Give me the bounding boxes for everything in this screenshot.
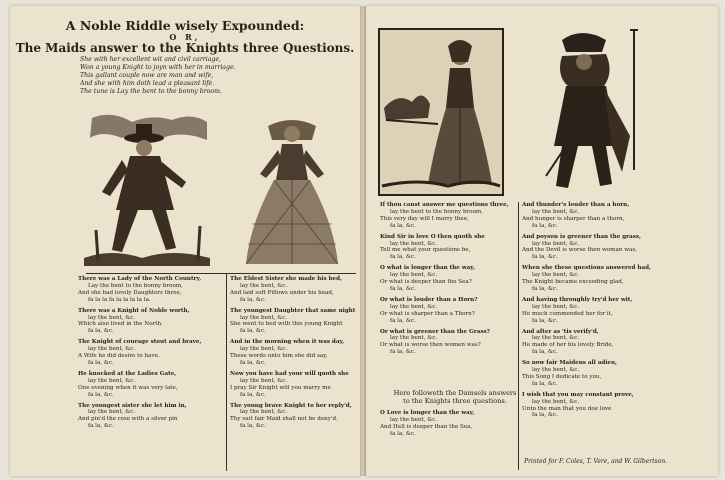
refrain-line: lay the bent, &c.	[240, 409, 288, 416]
lady-woodcut	[232, 114, 352, 270]
title-or: O R,	[169, 32, 201, 42]
refrain-line: lay the bent, &c.	[88, 346, 136, 353]
stanza	[522, 297, 716, 325]
verse-line: And having throughly try'd her wit,	[522, 296, 633, 303]
refrain-line: fa la, &c.	[88, 423, 114, 430]
refrain-line: lay the bent, &c.	[240, 314, 288, 321]
refrain-line: lay the bent, &c.	[240, 282, 288, 289]
verse-line: O what is longer than the way,	[380, 265, 475, 272]
verse-line: These words unto him she did say,	[230, 353, 328, 360]
column-divider-top	[86, 273, 356, 274]
ballad-title: A Noble Riddle wisely Expounded:	[65, 18, 305, 33]
refrain-line: fa la, &c.	[532, 317, 558, 324]
verse-column-4	[522, 202, 716, 423]
refrain-line: lay the bent, &c.	[390, 272, 438, 279]
refrain-line: fa la, &c.	[390, 254, 416, 261]
stanza	[380, 202, 516, 230]
stanza	[522, 360, 716, 388]
refrain-line: lay the bent, &c.	[390, 335, 438, 342]
verse-line: And in the morning when it was day,	[230, 339, 345, 346]
stanza	[522, 329, 716, 357]
refrain-line: fa la, &c.	[240, 328, 266, 335]
refrain-line: lay the bent, &c.	[390, 303, 438, 310]
right-page	[366, 6, 718, 476]
ballad-subtitle: The Maids answer to the Knights three Questions.	[15, 41, 355, 55]
stanza	[230, 371, 358, 399]
verse-column-2	[230, 276, 358, 434]
verse-line: And after as 'tis verify'd,	[522, 328, 599, 335]
refrain-line: fa la, &c.	[390, 285, 416, 292]
refrain-line: lay the bent, &c.	[532, 272, 580, 279]
verse-line: The Knight of courage stout and brave,	[78, 339, 202, 346]
refrain-line: fa la, &c.	[88, 328, 114, 335]
refrain-line: fa la, &c.	[532, 285, 558, 292]
verse-line: And Hell is deeper than the Sea,	[380, 423, 473, 430]
verse-line: She went to bed with this young Knight	[230, 321, 343, 328]
verse-line: Or what is sharper than a Thorn?	[380, 310, 475, 317]
verse-line: Or what is greener than the Grass?	[380, 328, 490, 335]
intro-line: She with her excellent wit and civil carriage,	[80, 56, 221, 63]
verse-line: And pin'd the rose with a silver pin	[78, 416, 178, 423]
verse-line: Or what is deeper than the Sea?	[380, 279, 472, 286]
verse-line: The Knight became exceeding glad,	[522, 279, 624, 286]
verse-line: The young brave Knight to her reply'd,	[230, 402, 352, 409]
stanza	[78, 276, 224, 304]
verse-column-3	[380, 202, 516, 360]
refrain-line: lay the bent, &c.	[88, 409, 136, 416]
refrain-line: fa la, &c.	[390, 317, 416, 324]
refrain-line: lay the bent to the bonny broom,	[390, 208, 484, 215]
printer-imprint: Printed for F. Coles, T. Vere, and W. Gilbertson.	[524, 458, 668, 465]
intro-verse	[80, 56, 310, 96]
refrain-line: fa la, &c.	[88, 391, 114, 398]
stanza	[380, 234, 516, 262]
stanza	[522, 265, 716, 293]
verse-line: Which also lived in the North.	[78, 321, 163, 328]
knight-woodcut	[82, 110, 212, 270]
answers-heading	[380, 389, 530, 405]
stanza	[78, 308, 224, 336]
stanza	[230, 403, 358, 431]
stanza	[230, 276, 358, 304]
refrain-line: lay the bent, &c.	[532, 367, 580, 374]
stanza	[230, 308, 358, 336]
stanza	[380, 265, 516, 293]
stanza	[380, 410, 516, 438]
refrain-line: fa la, &c.	[532, 380, 558, 387]
verse-line: This Song I dedicate to you,	[522, 373, 602, 380]
refrain-line: lay the bent, &c.	[532, 398, 580, 405]
verse-line: There was a Knight of Noble worth,	[78, 307, 190, 314]
refrain-line: fa la, &c.	[240, 296, 266, 303]
refrain-line: fa la, &c.	[88, 359, 114, 366]
verse-line: Or what is louder than a Horn?	[380, 296, 478, 303]
column-divider	[226, 273, 227, 471]
verse-line: The youngest Daughter that same night	[230, 307, 356, 314]
refrain-line: fa la, &c.	[532, 412, 558, 419]
refrain-line: Lay the bent to the bonny broom,	[88, 282, 183, 289]
verse-line: There was a Lady of the North Country,	[78, 276, 202, 282]
intro-line: The tune is Lay the bent to the bonny broom.	[80, 88, 222, 95]
intro-line: This gallant couple now are man and wife,	[80, 72, 214, 79]
framed-lady-woodcut	[378, 28, 504, 196]
verse-line: When she these questions answered had,	[522, 265, 651, 272]
refrain-line: lay the bent, &c.	[88, 377, 136, 384]
answer-stanza-column	[380, 410, 516, 442]
verse-line: And thunder's louder than a horn,	[522, 202, 630, 208]
verse-line: Unto the man that you doe love	[522, 405, 612, 412]
verse-line: A Wife he did desire to have.	[78, 353, 160, 360]
refrain-line: fa la la fa la la la la la.	[88, 296, 151, 303]
verse-line: Now you have had your will quoth she	[230, 370, 349, 377]
refrain-line: lay the bent, &c.	[240, 377, 288, 384]
verse-line: Tell me what your questions be,	[380, 247, 471, 254]
stanza	[78, 403, 224, 431]
intro-line: Won a young Knight to joyn with her in marriage.	[80, 64, 236, 71]
refrain-line: lay the bent, &c.	[532, 240, 580, 247]
stanza	[78, 371, 224, 399]
intro-line: And she with him doth lead a pleasant life.	[80, 80, 215, 87]
verse-line: He knocked at the Ladies Gate,	[78, 370, 177, 377]
refrain-line: fa la, &c.	[532, 349, 558, 356]
stanza	[380, 297, 516, 325]
verse-line: And the Devil is worse then woman was,	[522, 247, 637, 254]
refrain-line: fa la, &c.	[532, 254, 558, 261]
verse-line: So now fair Maidens all adieu,	[522, 360, 617, 367]
verse-line: And laid soft Pillows under his head,	[230, 289, 334, 296]
refrain-line: lay the bent, &c.	[532, 335, 580, 342]
refrain-line: fa la, &c.	[390, 430, 416, 437]
verse-line: And hunger is sharper than a thorn,	[522, 215, 625, 222]
verse-column-1	[78, 276, 224, 434]
verse-line: The youngest sister she let him in,	[78, 402, 187, 409]
refrain-line: fa la, &c.	[240, 423, 266, 430]
answers-heading-line: Here followeth the Damsels answers	[393, 389, 517, 397]
stanza	[230, 339, 358, 367]
verse-line: He made of her his lovely Bride,	[522, 342, 614, 349]
refrain-line: lay the bent, &c.	[532, 208, 580, 215]
refrain-line: fa la, &c.	[390, 222, 416, 229]
verse-line: Thy suit fair Maid shall not be deny'd.	[230, 416, 338, 423]
cavalier-woodcut	[526, 26, 642, 196]
refrain-line: lay the bent, &c.	[390, 416, 438, 423]
refrain-line: fa la, &c.	[390, 349, 416, 356]
verse-line: And she had lovely Daughters three,	[78, 289, 182, 296]
verse-line: If thou canst answer me questions three,	[380, 202, 509, 208]
refrain-line: lay the bent, &c.	[88, 314, 136, 321]
stanza	[78, 339, 224, 367]
refrain-line: lay the bent, &c.	[240, 346, 288, 353]
verse-line: O Love is longer than the way,	[380, 410, 475, 416]
refrain-line: fa la, &c.	[532, 222, 558, 229]
verse-line: I wish that you may constant prove,	[522, 391, 634, 398]
refrain-line: lay the bent, &c.	[390, 240, 438, 247]
verse-line: I pray Sir Knight will you marry me	[230, 384, 331, 391]
left-page	[10, 6, 360, 476]
verse-line: Kind Sir in love O then quoth she	[380, 233, 485, 240]
staff-woodcut	[626, 24, 642, 174]
verse-line: One evening when it was very late,	[78, 384, 178, 391]
refrain-line: fa la, &c.	[240, 391, 266, 398]
stanza	[522, 392, 716, 420]
verse-line: This very day will I marry thee,	[380, 215, 469, 222]
verse-line: The Eldest Sister she made his bed,	[230, 276, 342, 282]
verse-line: Or what is worse then women was?	[380, 342, 481, 349]
answers-heading-line: to the Knights three questions.	[403, 397, 507, 405]
stanza	[380, 329, 516, 357]
refrain-line: fa la, &c.	[240, 359, 266, 366]
stanza	[522, 234, 716, 262]
refrain-line: lay the bent, &c.	[532, 303, 580, 310]
column-divider	[518, 202, 519, 470]
verse-line: He much commended her for it,	[522, 310, 613, 317]
verse-line: And poyson is greener than the grass,	[522, 233, 641, 240]
stanza	[522, 202, 716, 230]
